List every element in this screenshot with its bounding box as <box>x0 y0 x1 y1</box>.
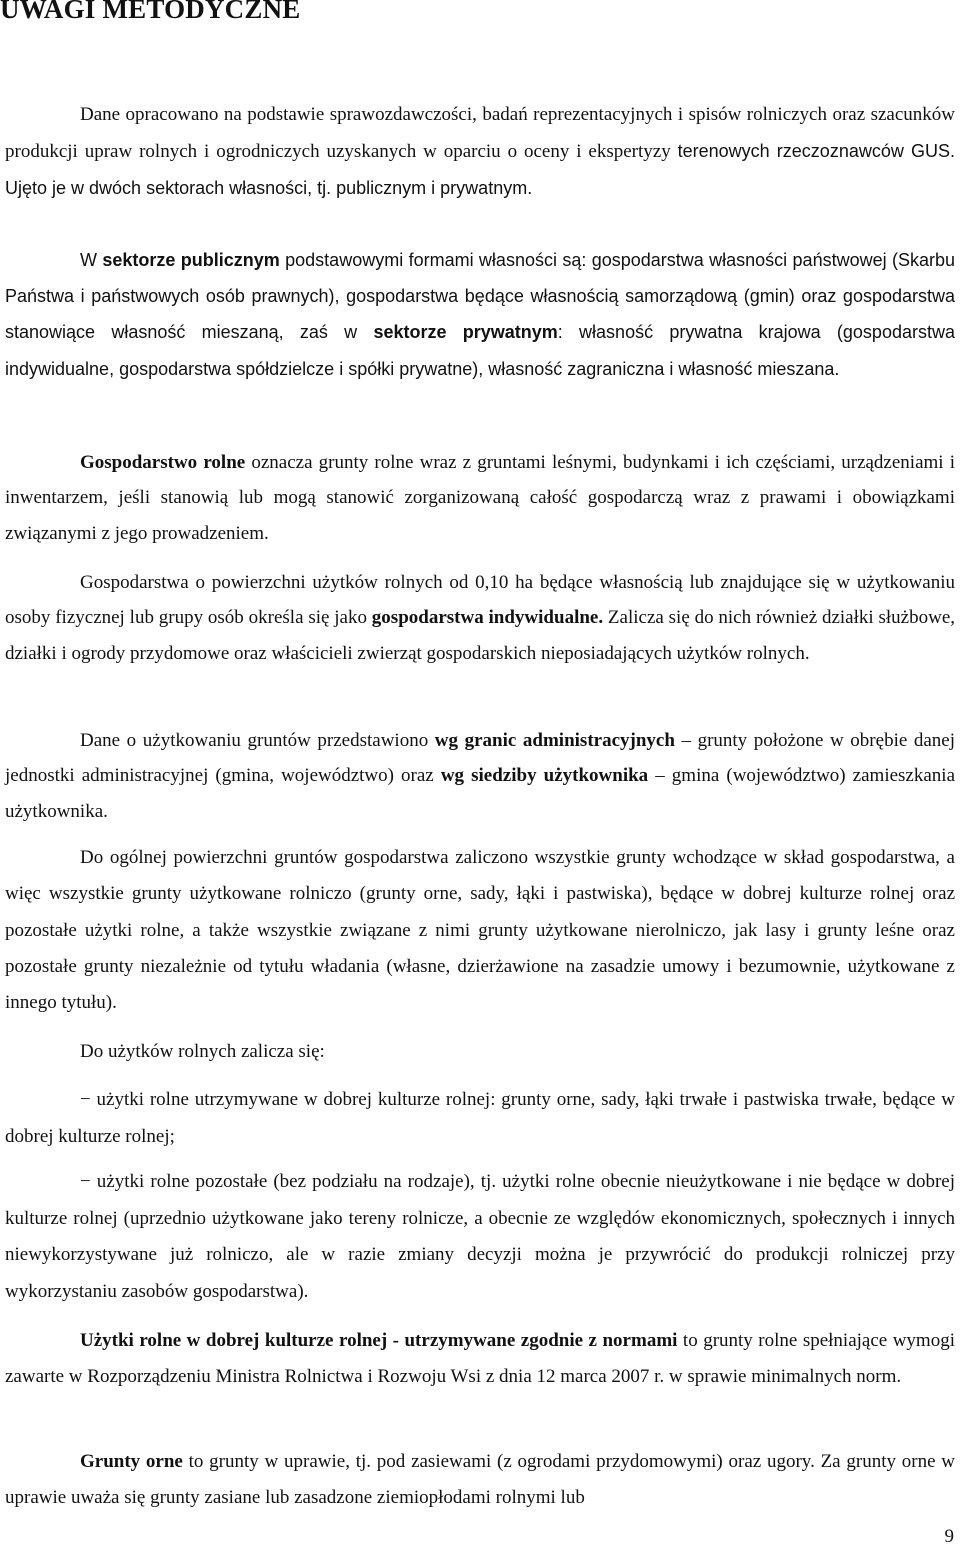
text: − użytki rolne pozostałe (bez podziału na rodzaje), tj. użytki rolne obecnie nieużytkowane i nie będące w dobrej kulturze rolnej (uprzednio użytkowane jako tereny rolnicze, a obecnie ze względów ekonomicznych, społecznych i innych niewykorzystywane już rolniczo, ale w razie zmiany decyzji można je przywrócić do produkcji rolniczej przy wykorzystaniu zasobów gospodarstwa). <box>5 1171 955 1302</box>
paragraph-individual-farms <box>5 565 955 671</box>
term-arable-land: Grunty orne <box>80 1451 183 1472</box>
text: W <box>80 250 103 270</box>
paragraph-good-condition-land <box>5 1323 955 1394</box>
text: Do użytków rolnych zalicza się: <box>80 1041 325 1062</box>
text: podstawowymi formami własności są: gospodarstwa własności państwowej (Skarbu Państwa i państwowych osób prawnych), gospodarstwa będące własnością samorządową (gmin) oraz gospodarstwa stanowiące własność mieszaną, zaś w <box>5 250 955 343</box>
text: Do ogólnej powierzchni gruntów gospodarstwa zaliczono wszystkie grunty wchodzące w skład gospodarstwa, a więc wszystkie grunty użytkowane rolniczo (grunty orne, sady, łąki i pastwiska), będące w dobrej kulturze rolnej oraz pozostałe użytki rolne, a także wszystkie związane z nimi grunty użytkowane nierolniczo, jak lasy i grunty leśne oraz pozostałe grunty niezależnie od tytułu władania (własne, dzierżawione na zasadzie umowy i bezumownie, użytkowane z innego tytułu). <box>5 847 955 1014</box>
paragraph-land-use-data <box>5 723 955 829</box>
list-item-other-land <box>5 1164 955 1310</box>
page-number: 9 <box>944 1526 954 1547</box>
text: oznacza grunty rolne wraz z gruntami leśnymi, budynkami i ich częściami, urządzeniami i inwentarzem, jeśli stanowią lub mogą stanowić zorganizowaną całość gospodarczą wraz z prawami i obowiązkami związanymi z jego prowadzeniem. <box>5 452 955 544</box>
text: Dane o użytkowaniu gruntów przedstawiono <box>80 730 435 751</box>
text: to grunty w uprawie, tj. pod zasiewami (z ogrodami przydomowymi) oraz ugory. Za grunty orne w uprawie uważa się grunty zasiane lub zasadzone ziemiopłodami rolnymi lub <box>5 1451 955 1508</box>
paragraph-ownership-sectors <box>5 242 955 387</box>
text: : własność prywatna krajowa (gospodarstwa indywidualne, gospodarstwa spółdzielcze i spółki prywatne), własność zagraniczna i własność mieszana. <box>5 322 955 379</box>
term-private-sector: sektorze prywatnym <box>373 322 558 343</box>
paragraph-farm-definition <box>5 445 955 551</box>
term-good-condition-land: Użytki rolne w dobrej kulturze rolnej - utrzymywane zgodnie z normami <box>80 1330 678 1351</box>
paragraph-total-area <box>5 840 955 1021</box>
text: − użytki rolne utrzymywane w dobrej kulturze rolnej: grunty orne, sady, łąki trwałe i pastwiska trwałe, będące w dobrej kulturze rolnej; <box>5 1089 955 1147</box>
term-individual-farms: gospodarstwa indywidualne. <box>371 607 604 629</box>
text: Gospodarstwa o powierzchni użytków rolnych od 0,10 ha będące własnością lub znajdujące się w użytkowaniu osoby fizycznej lub grupy osób określa się jako <box>5 572 955 629</box>
term-farm: Gospodarstwo rolne <box>80 452 246 473</box>
paragraph-agricultural-land-intro <box>5 1034 955 1070</box>
page-title: UWAGI METODYCZNE <box>0 0 301 24</box>
paragraph-arable-land <box>5 1444 955 1515</box>
list-item-maintained-land <box>5 1082 955 1155</box>
term-public-sector: sektorze publicznym <box>102 250 280 270</box>
paragraph-data-sources-text: Dane opracowano na podstawie sprawozdawczości, badań reprezentacyjnych i spisów rolniczych oraz szacunków produkcji upraw rolnych i ogrodniczych uzyskanych w oparciu o oceny i ekspertyzy <box>5 104 955 163</box>
text: – grunty położone w obrębie danej jednostki administracyjnej (gmina, województwo) oraz <box>5 730 956 787</box>
text: Zalicza się do nich również działki służbowe, działki i ogrody przydomowe oraz właścicieli zwierząt gospodarskich nieposiadających użytków rolnych. <box>5 607 955 664</box>
term-administrative-boundaries: wg granic administracyjnych <box>434 730 675 751</box>
text: – gmina (województwo) zamieszkania użytkownika. <box>5 765 956 822</box>
paragraph-data-sources <box>5 97 955 208</box>
text: to grunty rolne spełniające wymogi zawarte w Rozporządzeniu Ministra Rolnictwa i Rozwoju Wsi z dnia 12 marca 2007 r. w sprawie minimalnych norm. <box>5 1330 955 1387</box>
term-user-seat: wg siedziby użytkownika <box>440 765 649 787</box>
paragraph-data-sources-sectors: terenowych rzeczoznawców GUS. Ujęto je w dwóch sektorach własności, tj. publicznym i prywatnym. <box>5 141 956 199</box>
